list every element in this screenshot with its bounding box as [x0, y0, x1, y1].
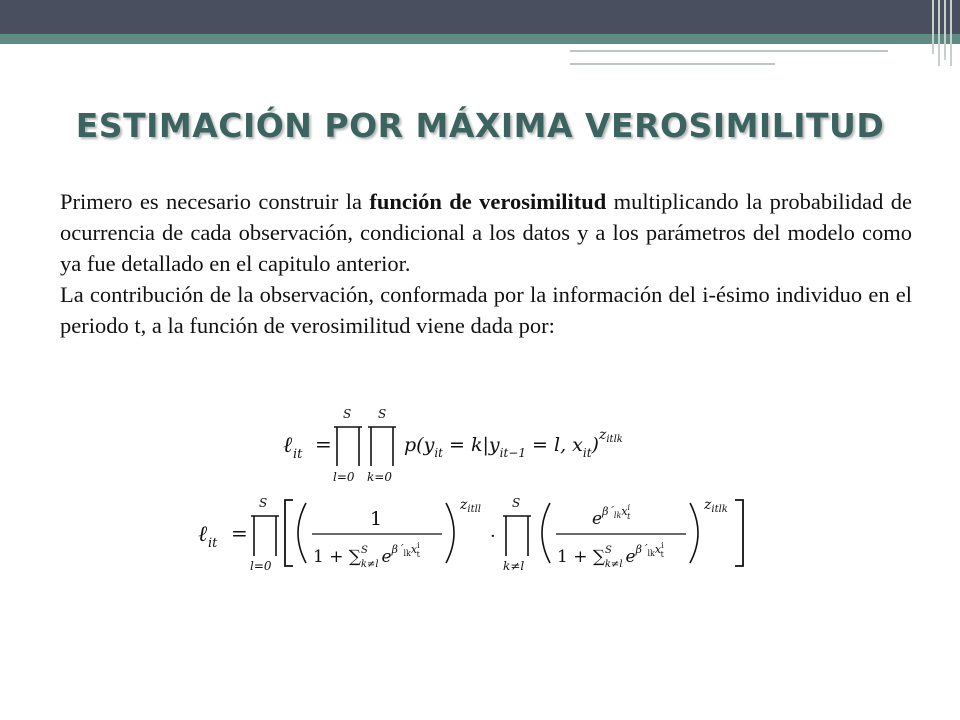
slide-title: ESTIMACIÓN POR MÁXIMA VEROSIMILITUD: [75, 106, 885, 145]
dot-operator: ·: [490, 526, 496, 547]
left-bracket: [285, 500, 293, 566]
text-run: multiplicando la probabilidad de ocurrencia de cada observación, condicional a los datos y a los parámetros del modelo como ya fue detallado en el capitulo anterior.: [60, 189, 912, 276]
eq2-prod2-upper: S: [512, 496, 521, 510]
equation-1: [283, 407, 623, 484]
frac2-numerator: $e^{\beta´}lkx^i$ t: [592, 503, 631, 529]
product-symbol: [503, 516, 531, 556]
product-symbol: [334, 427, 362, 466]
eq2-equals: =: [231, 521, 248, 545]
eq1-prod1-lower: l=0: [333, 470, 355, 484]
left-paren: [298, 503, 306, 563]
eq1-equals: =: [315, 432, 332, 456]
right-paren: [446, 503, 454, 563]
frac1-numerator: 1: [370, 508, 383, 530]
text-run: Primero es necesario construir la: [60, 189, 370, 214]
eq1-lhs-sub: it: [293, 447, 303, 462]
eq2-prod1-lower: l=0: [250, 559, 272, 573]
product-symbol: [368, 427, 396, 466]
eq2-prod2-lower: k≠l: [503, 559, 525, 573]
eq2-lhs-sub: it: [208, 536, 218, 551]
eq1-body: $p(y_{it} = k|y_{it-1} = l$, $x_{it})^zitlk$: [404, 427, 623, 460]
right-paren: [690, 503, 698, 563]
frac2-denominator: 1 + ∑$^S$ k≠l $e^{\beta´}lkx^i$ t: [557, 541, 664, 570]
frac1-denominator: 1 + ∑$^S$ k≠l $e^{\beta´}lkx^i$ t: [313, 541, 420, 570]
product-symbol: [251, 516, 279, 556]
eq1-lhs: ℓ: [283, 433, 293, 458]
eq1-prod1-upper: S: [343, 407, 352, 421]
eq1-prod2-upper: S: [378, 407, 387, 421]
right-bracket: [735, 500, 743, 566]
exp1: $z_{itll}$: [460, 497, 482, 515]
eq1-prod2-lower: k=0: [367, 470, 392, 484]
eq2-prod1-upper: S: [259, 496, 268, 510]
equation-2: [198, 496, 743, 573]
eq2-lhs: ℓ: [198, 522, 208, 547]
paragraph-2: La contribución de la observación, conformada por la información del i-ésimo individuo en el periodo t, a la función de verosimilitud viene dada por:: [60, 282, 912, 338]
bold-term: función de verosimilitud: [369, 189, 607, 214]
left-paren: [542, 503, 550, 563]
exp2: $z_{itlk}$: [704, 497, 728, 515]
